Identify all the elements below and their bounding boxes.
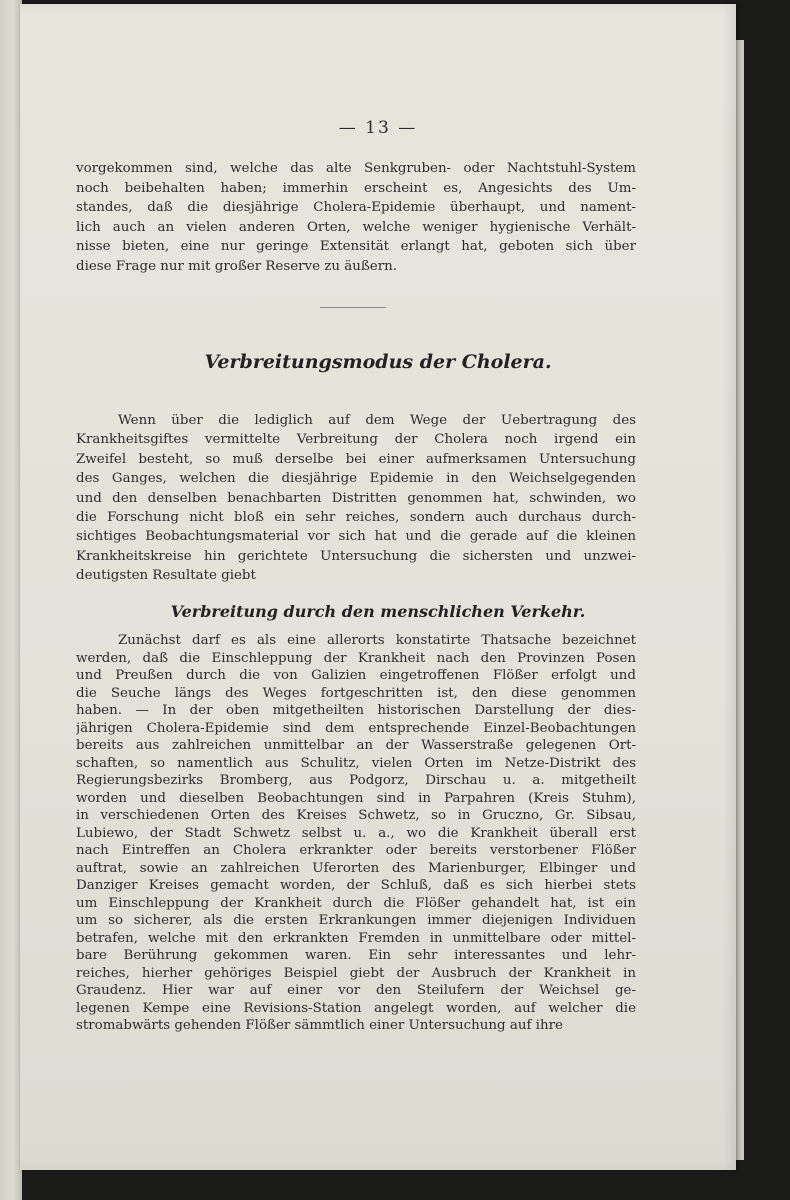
- text-line: Zunächst darf es als eine allerorts konstatirte Thatsache bezeichnet: [118, 634, 636, 648]
- text-line: werden, daß die Einschleppung der Krankheit nach den Provinzen Posen: [76, 651, 636, 665]
- section-divider: [320, 307, 386, 308]
- text-line: Krankheitskreise hin gerichtete Untersuchung die sichersten und unzwei-: [76, 549, 636, 564]
- text-line: und den denselben benachbarten Distritten genommen hat, schwinden, wo: [76, 491, 636, 505]
- text-line: vorgekommen sind, welche das alte Senkgruben- oder Nachtstuhl-System: [76, 162, 636, 176]
- text-line: Wenn über die lediglich auf dem Wege der Uebertragung des: [118, 414, 636, 428]
- text-line: standes, daß die diesjährige Cholera-Epidemie überhaupt, und nament-: [76, 201, 636, 215]
- text-line: in verschiedenen Orten des Kreises Schwetz, so in Gruczno, Gr. Sibsau,: [76, 809, 636, 823]
- text-line: noch beibehalten haben; immerhin erscheint es, Angesichts des Um-: [76, 181, 636, 195]
- text-line: diese Frage nur mit großer Reserve zu äußern.: [76, 260, 397, 274]
- text-line: stromabwärts gehenden Flößer sämmtlich einer Untersuchung auf ihre: [76, 1019, 563, 1033]
- page-number: — 13 —: [338, 118, 418, 138]
- text-line: Lubiewo, der Stadt Schwetz selbst u. a., wo die Krankheit überall erst: [76, 826, 636, 840]
- text-line: Danziger Kreises gemacht worden, der Schluß, daß es sich hierbei stets: [76, 879, 636, 893]
- text-line: und Preußen durch die von Galizien eingetroffenen Flößer erfolgt und: [76, 669, 636, 683]
- subsection-heading: Verbreitung durch den menschlichen Verkehr.: [170, 602, 586, 621]
- text-line: nach Eintreffen an Cholera erkrankter oder bereits verstorbener Flößer: [76, 844, 636, 858]
- text-line: jährigen Cholera-Epidemie sind dem entsprechende Einzel-Beobachtungen: [76, 721, 636, 735]
- text-line: um Einschleppung der Krankheit durch die Flößer gehandelt hat, ist ein: [76, 896, 636, 910]
- text-line: um so sicherer, als die ersten Erkrankungen immer diejenigen Individuen: [76, 914, 636, 928]
- section-heading: Verbreitungsmodus der Cholera.: [204, 351, 552, 373]
- text-line: worden und dieselben Beobachtungen sind in Parpahren (Kreis Stuhm),: [76, 791, 636, 805]
- text-line: reiches, hierher gehöriges Beispiel giebt der Ausbruch der Krankheit in: [76, 966, 636, 980]
- text-line: deutigsten Resultate giebt: [76, 569, 256, 583]
- text-line: sichtiges Beobachtungsmaterial vor sich hat und die gerade auf die kleinen: [76, 530, 636, 544]
- text-line: die Forschung nicht bloß ein sehr reiches, sondern auch durchaus durch-: [76, 511, 636, 525]
- text-line: die Seuche längs des Weges fortgeschritten ist, den diese genommen: [76, 686, 636, 700]
- text-line: Graudenz. Hier war auf einer vor den Steilufern der Weichsel ge-: [76, 984, 636, 998]
- text-line: lich auch an vielen anderen Orten, welche weniger hygienische Verhält-: [76, 220, 636, 235]
- text-line: schaften, so namentlich aus Schulitz, vielen Orten im Netze-Distrikt des: [76, 756, 636, 770]
- text-line: auftrat, sowie an zahlreichen Uferorten des Marienburger, Elbinger und: [76, 861, 636, 875]
- text-line: Krankheitsgiftes vermittelte Verbreitung der Cholera noch irgend ein: [76, 433, 636, 447]
- left-page-edge: [0, 0, 22, 1200]
- text-line: bereits aus zahlreichen unmittelbar an der Wasserstraße gelegenen Ort-: [76, 739, 636, 753]
- text-line: betrafen, welche mit den erkrankten Fremden in unmittelbare oder mittel-: [76, 931, 636, 945]
- text-line: Regierungsbezirks Bromberg, aus Podgorz, Dirschau u. a. mitgetheilt: [76, 774, 636, 788]
- text-line: haben. — In der oben mitgetheilten historischen Darstellung der dies-: [76, 704, 636, 718]
- text-line: legenen Kempe eine Revisions-Station angelegt worden, auf welcher die: [76, 1001, 636, 1015]
- book-page: [20, 4, 736, 1170]
- text-line: des Ganges, welchen die diesjährige Epidemie in den Weichselgegenden: [76, 472, 636, 486]
- text-line: Zweifel besteht, so muß derselbe bei einer aufmerksamen Untersuchung: [76, 452, 636, 467]
- text-line: nisse bieten, eine nur geringe Extensität erlangt hat, geboten sich über: [76, 240, 636, 254]
- text-line: bare Berührung gekommen waren. Ein sehr interessantes und lehr-: [76, 949, 636, 963]
